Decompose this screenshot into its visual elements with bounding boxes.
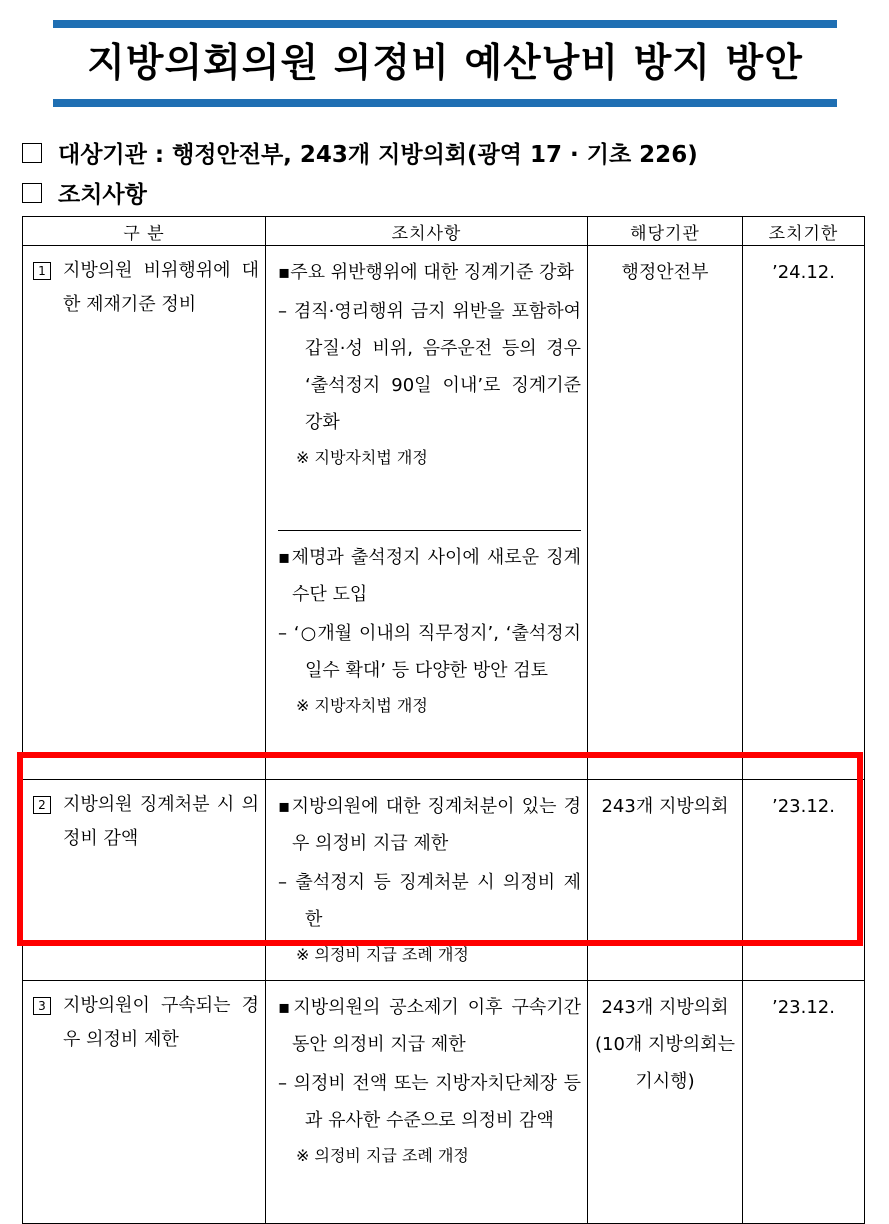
measure-note: ※ 지방자치법 개정 (296, 696, 428, 715)
measure-cell (266, 246, 588, 780)
measure-note: ※ 의정비 지급 조례 개정 (296, 945, 469, 964)
category-text: 지방의원 징계처분 시 의정비 감액 (63, 794, 259, 849)
square-bullet-icon (22, 183, 42, 203)
header-category: 구 분 (23, 217, 266, 246)
section-measures-text: 조치사항 (58, 182, 147, 208)
measure-sub: – ‘○개월 이내의 직무정지’, ‘출석정지 일수 확대’ 등 다양한 방안 검토 (278, 623, 581, 681)
section-target-text: 대상기관 : 행정안전부, 243개 지방의회(광역 17 · 기초 226) (58, 142, 698, 168)
table-row (23, 981, 865, 1224)
row-number: 3 (33, 997, 51, 1015)
measure-cell (266, 981, 588, 1224)
section-target (22, 136, 698, 169)
measure-sub: – 의정비 전액 또는 지방자치단체장 등과 유사한 수준으로 의정비 감액 (278, 1073, 581, 1131)
category-text: 지방의원이 구속되는 경우 의정비 제한 (63, 995, 259, 1050)
row-number: 2 (33, 796, 51, 814)
measures-table (22, 216, 865, 1224)
table-row (23, 780, 865, 981)
category-cell (23, 981, 266, 1224)
square-bullet-icon (22, 143, 42, 163)
section-measures (22, 176, 147, 209)
category-cell (23, 780, 266, 981)
page-title: 지방의회의원 의정비 예산낭비 방지 방안 (87, 41, 803, 86)
measure-sub: – 겸직·영리행위 금지 위반을 포함하여 갑질·성 비위, 음주운전 등의 경우 ‘출석정지 90일 이내’로 징계기준 강화 (278, 301, 581, 433)
measure-main: ▪제명과 출석정지 사이에 새로운 징계수단 도입 (278, 547, 581, 605)
measure-main: ▪지방의원의 공소제기 이후 구속기간 동안 의정비 지급 제한 (278, 997, 581, 1055)
measure-cell (266, 780, 588, 981)
deadline-cell: ’23.12. (743, 981, 865, 1224)
measure-main: ▪주요 위반행위에 대한 징계기준 강화 (278, 262, 574, 283)
title-bottom-rule (53, 99, 837, 107)
row-number: 1 (33, 262, 51, 280)
measure-sub: – 출석정지 등 징계처분 시 의정비 제한 (278, 872, 581, 930)
agency-cell: 243개 지방의회 (588, 780, 743, 981)
measure-main: ▪지방의원에 대한 징계처분이 있는 경우 의정비 지급 제한 (278, 796, 581, 854)
measure-note: ※ 지방자치법 개정 (296, 448, 428, 467)
measure-note: ※ 의정비 지급 조례 개정 (296, 1146, 469, 1165)
deadline-cell: ’24.12. (743, 246, 865, 780)
deadline-cell: ’23.12. (743, 780, 865, 981)
category-cell (23, 246, 266, 780)
header-measure: 조치사항 (266, 217, 588, 246)
header-agency: 해당기관 (588, 217, 743, 246)
header-deadline: 조치기한 (743, 217, 865, 246)
category-text: 지방의원 비위행위에 대한 제재기준 정비 (63, 260, 259, 315)
table-row (23, 246, 865, 780)
title-top-rule (53, 20, 837, 28)
agency-cell: 243개 지방의회 (10개 지방의회는 기시행) (588, 981, 743, 1224)
agency-cell: 행정안전부 (588, 246, 743, 780)
table-header-row (23, 217, 865, 246)
